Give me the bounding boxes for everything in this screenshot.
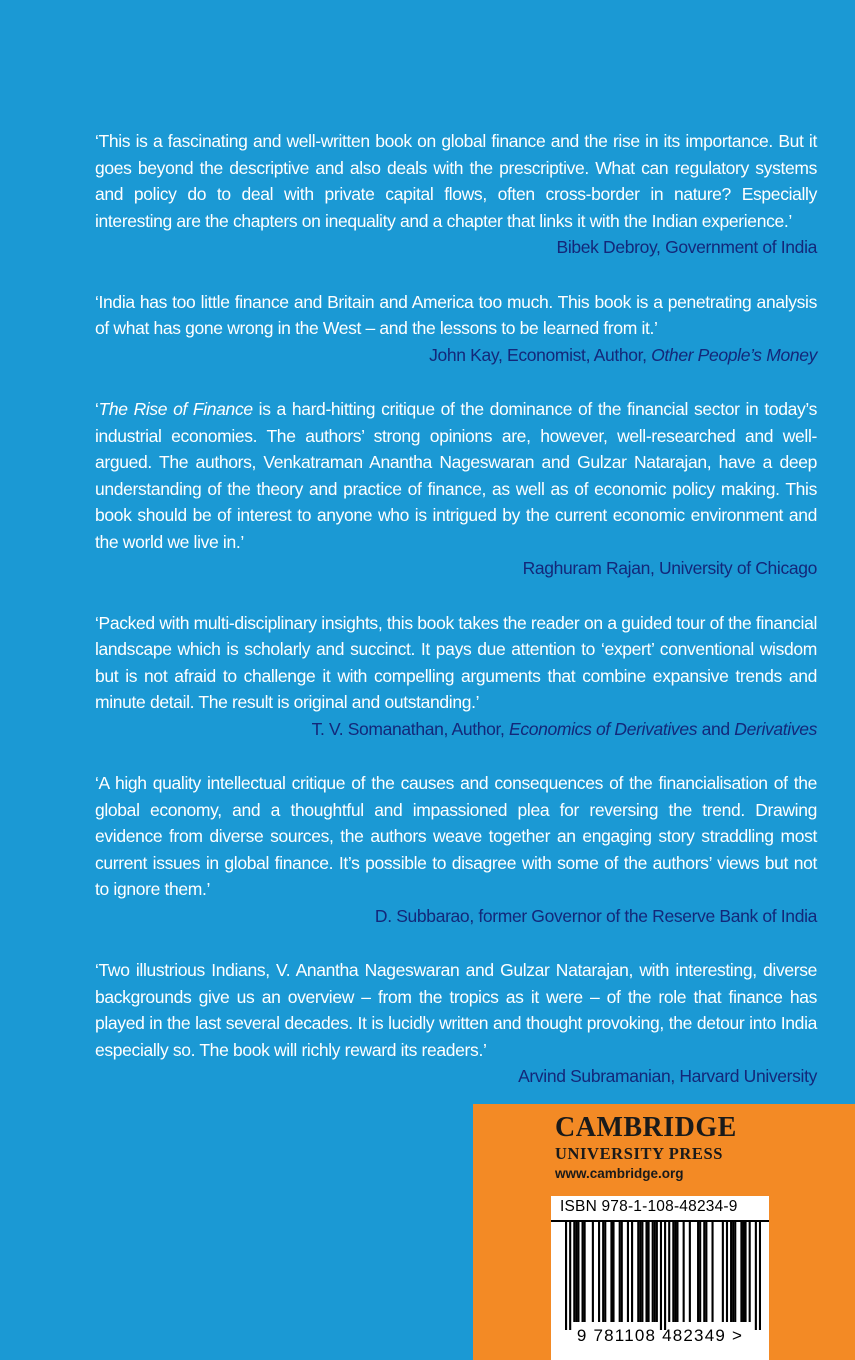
barcode-bar — [705, 1222, 707, 1322]
barcode-bar — [699, 1222, 701, 1322]
quote-subramanian — [95, 957, 817, 1090]
barcode-bar — [637, 1222, 639, 1322]
quote-text: ‘Packed with multi-disciplinary insights, this book takes the reader on a guided tour of the financial landscape which is scholarly and succinct. It pays due attention to ‘expert’ conventional wisdom but is not afraid to challenge it with compelling arguments that combine expansive trends and minute detail. The result is original and outstanding.’ — [95, 612, 817, 712]
barcode-bar — [740, 1222, 742, 1322]
publisher-press: UNIVERSITY PRESS — [555, 1144, 724, 1163]
barcode-bar — [689, 1222, 691, 1322]
barcode-bar — [654, 1222, 656, 1322]
publisher-name: CAMBRIDGE — [555, 1112, 737, 1143]
quote-text: ‘Two illustrious Indians, V. Anantha Nageswaran and Gulzar Natarajan, with interesting, diverse backgrounds give us an overview – from the tropics as it were – of the role that finance has played in the last several decades. It is lucidly written and thought provoking, the detour into India especially so. The book will richly reward its readers.’ — [95, 960, 817, 1060]
barcode-bar — [639, 1222, 641, 1322]
publisher-url: www.cambridge.org — [555, 1166, 684, 1181]
barcode-bar — [703, 1222, 705, 1322]
barcode-bar — [652, 1222, 654, 1322]
barcode-number: 9 781108 482349 > — [576, 1326, 744, 1345]
quote-debroy — [95, 128, 817, 261]
quote-text: ‘India has too little finance and Britain and America too much. This book is a penetrating analysis of what has gone wrong in the West – and the lessons to be learned from it.’ — [95, 291, 817, 338]
barcode-bar — [641, 1222, 643, 1322]
quote-subbarao — [95, 770, 817, 929]
barcode-bar — [730, 1222, 732, 1322]
barcode-bar — [631, 1222, 633, 1322]
barcode-bar — [592, 1222, 594, 1322]
quote-attribution: T. V. Somanathan, Author, Economics of Derivatives and Derivatives — [311, 718, 817, 739]
barcode-bar — [575, 1222, 577, 1322]
barcode-bar — [569, 1222, 571, 1330]
quote-kay — [95, 289, 817, 369]
barcode-bar — [627, 1222, 629, 1322]
barcode-bar — [744, 1222, 746, 1322]
barcode-bar — [726, 1222, 728, 1322]
publisher-panel — [473, 1104, 855, 1360]
barcode-bar — [584, 1222, 586, 1322]
barcode-bar — [755, 1222, 757, 1330]
barcode-bar — [582, 1222, 584, 1322]
barcode-bar — [645, 1222, 647, 1322]
barcode-bar — [674, 1222, 676, 1322]
barcode-bar — [610, 1222, 612, 1322]
quote-text: ‘This is a fascinating and well-written book on global finance and the rise in its importance. But it goes beyond the descriptive and also deals with the prescriptive. What can regulatory systems and policy do to deal with private capital flows, often cross-border in nature? Especially interesting are the chapters on inequality and a chapter that links it with the Indian experience.’ — [95, 131, 817, 231]
barcode-bar — [749, 1222, 751, 1322]
barcode-bar — [577, 1222, 579, 1322]
quote-attribution: John Kay, Economist, Author, Other People’s Money — [429, 344, 817, 365]
barcode-bar — [573, 1222, 575, 1322]
quote-attribution: Raghuram Rajan, University of Chicago — [522, 558, 817, 578]
quote-somanathan — [95, 610, 817, 743]
barcode — [551, 1196, 769, 1360]
endorsements — [95, 128, 817, 1118]
quote-attribution: D. Subbarao, former Governor of the Reserve Bank of India — [374, 905, 817, 926]
barcode-bar — [619, 1222, 621, 1322]
book-title: The Rise of Finance — [98, 399, 253, 419]
barcode-bar — [759, 1222, 761, 1330]
barcode-bar — [598, 1222, 600, 1322]
barcode-bar — [672, 1222, 674, 1322]
isbn-label: ISBN 978-1-108-48234-9 — [560, 1198, 738, 1215]
barcode-bars — [565, 1222, 761, 1330]
barcode-bar — [565, 1222, 567, 1330]
barcode-bar — [604, 1222, 606, 1322]
barcode-bar — [732, 1222, 734, 1322]
quote-attribution: Bibek Debroy, Government of India — [556, 237, 817, 257]
quote-text: ‘The Rise of Finance is a hard-hitting critique of the dominance of the financial sector in today’s industrial economies. The authors’ strong opinions are, however, well-researched and well-argued. The authors, Venkatraman Anantha Nageswaran and Gulzar Natarajan, have a deep understanding of the theory and practice of finance, as well as of economic policy making. This book should be of interest to anyone who is intrigued by the current economic environment and the world we live in.’ — [95, 399, 818, 552]
barcode-bar — [612, 1222, 614, 1322]
barcode-bar — [664, 1222, 666, 1330]
quote-rajan — [95, 396, 817, 582]
barcode-bar — [676, 1222, 678, 1322]
barcode-bar — [656, 1222, 658, 1322]
barcode-bar — [660, 1222, 662, 1330]
barcode-bar — [683, 1222, 685, 1322]
barcode-bar — [668, 1222, 670, 1322]
barcode-bar — [734, 1222, 736, 1322]
barcode-bar — [742, 1222, 744, 1322]
barcode-bar — [722, 1222, 724, 1322]
quote-text: ‘A high quality intellectual critique of the causes and consequences of the financialisation of the global economy, and a thoughtful and impassioned plea for reversing the trend. Drawing evidence from diverse sources, the authors weave together an engaging story straddling most current issues in global finance. It’s possible to disagree with some of the authors’ views but not to ignore them.’ — [95, 773, 817, 899]
barcode-bar — [648, 1222, 650, 1322]
barcode-bar — [621, 1222, 623, 1322]
quote-attribution: Arvind Subramanian, Harvard University — [518, 1066, 817, 1086]
barcode-bar — [697, 1222, 699, 1322]
barcode-bar — [711, 1222, 713, 1322]
barcode-bar — [602, 1222, 604, 1322]
